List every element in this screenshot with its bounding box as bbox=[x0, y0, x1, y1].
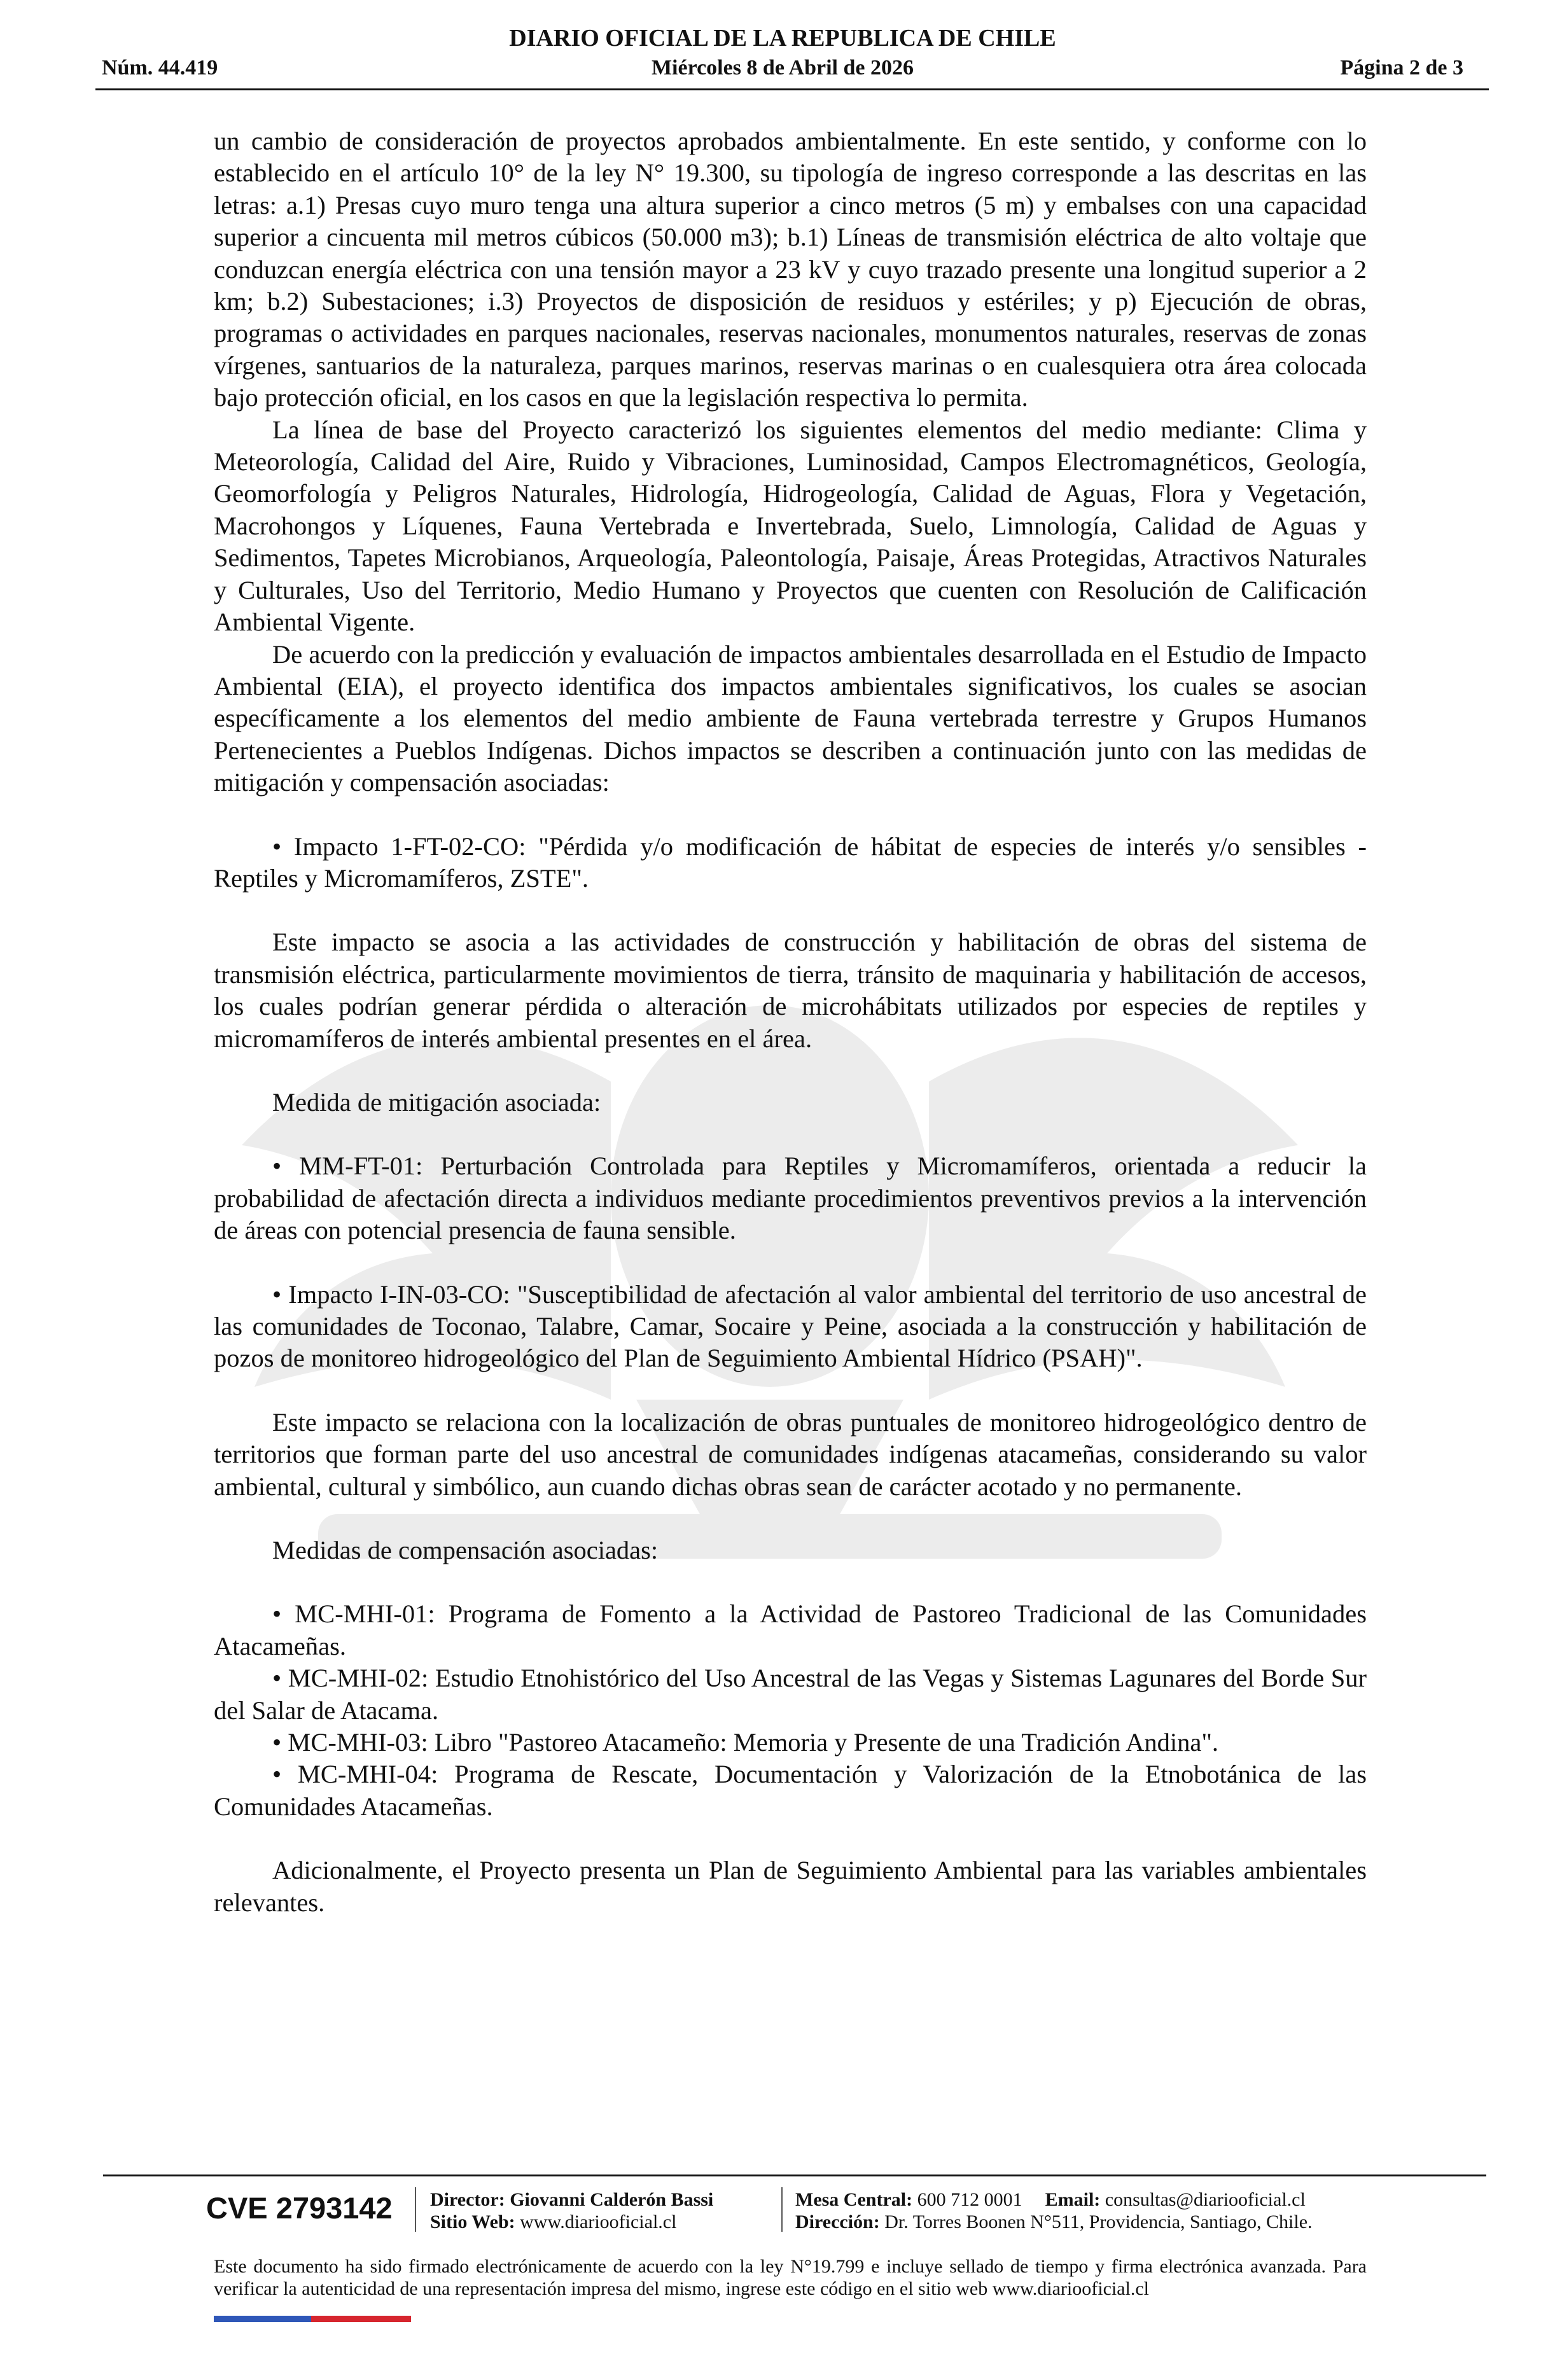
issue-number: Núm. 44.419 bbox=[102, 56, 218, 80]
paragraph-baseline: La línea de base del Proyecto caracterizó los siguientes elementos del medio mediante: Clima y Meteorología, Calidad del Aire, Ruido y Vibraciones, Luminosidad, Campos Electromagnéticos, Geología, Geomorfología y Peligros Naturales, Hidrología, Hidrogeología, Calidad de Aguas, Flora y Vegetación, Macrohongos y Líquenes, Fauna Vertebrada e Invertebrada, Suelo, Limnología, Calidad de Aguas y Sedimentos, Tapetes Microbianos, Arqueología, Paleontología, Paisaje, Áreas Protegidas, Atractivos Naturales y Culturales, Uso del Territorio, Medio Humano y Proyectos que cuenten con Resolución de Calificación Ambiental Vigente. bbox=[214, 415, 1367, 637]
header-divider bbox=[95, 88, 1489, 90]
footer-separator bbox=[415, 2187, 416, 2232]
footer-divider bbox=[103, 2175, 1486, 2176]
footer-director-block bbox=[430, 2189, 713, 2233]
compensation-item-03: • MC-MHI-03: Libro "Pastoreo Atacameño: Memoria y Presente de una Tradición Andina". bbox=[272, 1728, 1218, 1757]
cve-code: CVE 2793142 bbox=[206, 2191, 393, 2225]
compensation-item-02: • MC-MHI-02: Estudio Etnohistórico del Uso Ancestral de las Vegas y Sistemas Lagunares del Borde Sur del Salar de Atacama. bbox=[214, 1664, 1367, 1725]
page-header bbox=[95, 23, 1470, 90]
director-name: Giovanni Calderón Bassi bbox=[510, 2189, 714, 2210]
email-link[interactable]: consultas@diariooficial.cl bbox=[1105, 2189, 1306, 2210]
flag-stripe-red bbox=[311, 2316, 411, 2322]
flag-stripe-blue bbox=[214, 2316, 311, 2322]
impact-ft-item: • Impacto 1-FT-02-CO: "Pérdida y/o modificación de hábitat de especies de interés y/o sensibles - Reptiles y Micromamíferos, ZSTE". bbox=[214, 832, 1367, 893]
compensation-heading: Medidas de compensación asociadas: bbox=[272, 1536, 659, 1565]
page-indicator: Página 2 de 3 bbox=[1340, 56, 1463, 80]
mitigation-heading: Medida de mitigación asociada: bbox=[272, 1087, 601, 1117]
compensation-item-04: • MC-MHI-04: Programa de Rescate, Documentación y Valorización de la Etnobotánica de las Comunidades Atacameñas. bbox=[214, 1760, 1367, 1821]
director-label: Director: bbox=[430, 2189, 505, 2210]
website-link[interactable]: www.diariooficial.cl bbox=[520, 2211, 677, 2232]
gazette-title: DIARIO OFICIAL DE LA REPUBLICA DE CHILE bbox=[509, 25, 1056, 52]
phone-label: Mesa Central: bbox=[795, 2189, 913, 2210]
impact-ft-description: Este impacto se asocia a las actividades de construcción y habilitación de obras del sistema de transmisión eléctrica, particularmente movimientos de tierra, tránsito de maquinaria y habilitación de accesos, los cuales podrían generar pérdida o alteración de microhábitats utilizados por especies de reptiles y micromamíferos de interés ambiental presentes en el área. bbox=[214, 928, 1367, 1053]
footer-contact-block bbox=[795, 2189, 1313, 2233]
impact-in-item: • Impacto I-IN-03-CO: "Susceptibilidad de afectación al valor ambiental del territorio de uso ancestral de las comunidades de Toconao, Talabre, Camar, Socaire y Peine, asociada a la construcción y habilitación de pozos de monitoreo hidrogeológico del Plan de Seguimiento Ambiental Hídrico (PSAH)". bbox=[214, 1279, 1367, 1373]
paragraph-typology: un cambio de consideración de proyectos aprobados ambientalmente. En este sentido, y conforme con lo establecido en el artículo 10° de la ley N° 19.300, su tipología de ingreso corresponde a las descritas en las letras: a.1) Presas cuyo muro tenga una altura superior a cinco metros (5 m) y embalses con una capacidad superior a cincuenta mil metros cúbicos (50.000 m3); b.1) Líneas de transmisión eléctrica de alto voltaje que conduzcan energía eléctrica con una tensión mayor a 23 kV y cuyo trazado presente una longitud superior a 2 km; b.2) Subestaciones; i.3) Proyectos de disposición de residuos y estériles; y p) Ejecución de obras, programas o actividades en parques nacionales, reservas nacionales, monumentos naturales, reservas de zonas vírgenes, santuarios de la naturaleza, parques marinos, reservas marinas o en cualesquiera otra área colocada bajo protección oficial, en los casos en que la legislación respectiva lo permita. bbox=[214, 127, 1367, 412]
phone-value: 600 712 0001 bbox=[917, 2189, 1022, 2210]
website-label: Sitio Web: bbox=[430, 2211, 515, 2232]
issue-date: Miércoles 8 de Abril de 2026 bbox=[651, 56, 914, 80]
legal-notice: Este documento ha sido firmado electrónicamente de acuerdo con la ley N°19.799 e incluye sellado de tiempo y firma electrónica avanzada. Para verificar la autenticidad de una representación impresa del mismo, ingrese este código en el sitio web www.diariooficial.cl bbox=[214, 2256, 1367, 2299]
paragraph-impacts-intro: De acuerdo con la predicción y evaluación de impactos ambientales desarrollada en el Estudio de Impacto Ambiental (EIA), el proyecto identifica dos impactos ambientales significativos, los cuales se asocian específicamente a los elementos del medio ambiente de Fauna vertebrada terrestre y Grupos Humanos Pertenecientes a Pueblos Indígenas. Dichos impactos se describen a continuación junto con las medidas de mitigación y compensación asociadas: bbox=[214, 639, 1367, 797]
document-body bbox=[214, 125, 1367, 1919]
impact-in-description: Este impacto se relaciona con la localización de obras puntuales de monitoreo hidrogeológico dentro de territorios que forman parte del uso ancestral de comunidades indígenas atacameñas, considerando su valor ambiental, cultural y simbólico, aun cuando dichas obras sean de carácter acotado y no permanente. bbox=[214, 1407, 1367, 1501]
address-label: Dirección: bbox=[795, 2211, 880, 2232]
paragraph-monitoring-plan: Adicionalmente, el Proyecto presenta un Plan de Seguimiento Ambiental para las variables ambientales relevantes. bbox=[214, 1856, 1367, 1917]
email-label: Email: bbox=[1045, 2189, 1101, 2210]
mitigation-item: • MM-FT-01: Perturbación Controlada para Reptiles y Micromamíferos, orientada a reducir la probabilidad de afectación directa a individuos mediante procedimientos preventivos previos a la intervención de áreas con potencial presencia de fauna sensible. bbox=[214, 1152, 1367, 1245]
compensation-item-01: • MC-MHI-01: Programa de Fomento a la Actividad de Pastoreo Tradicional de las Comunidades Atacameñas. bbox=[214, 1599, 1367, 1660]
address-value: Dr. Torres Boonen N°511, Providencia, Santiago, Chile. bbox=[884, 2211, 1313, 2232]
footer-separator bbox=[781, 2187, 783, 2232]
